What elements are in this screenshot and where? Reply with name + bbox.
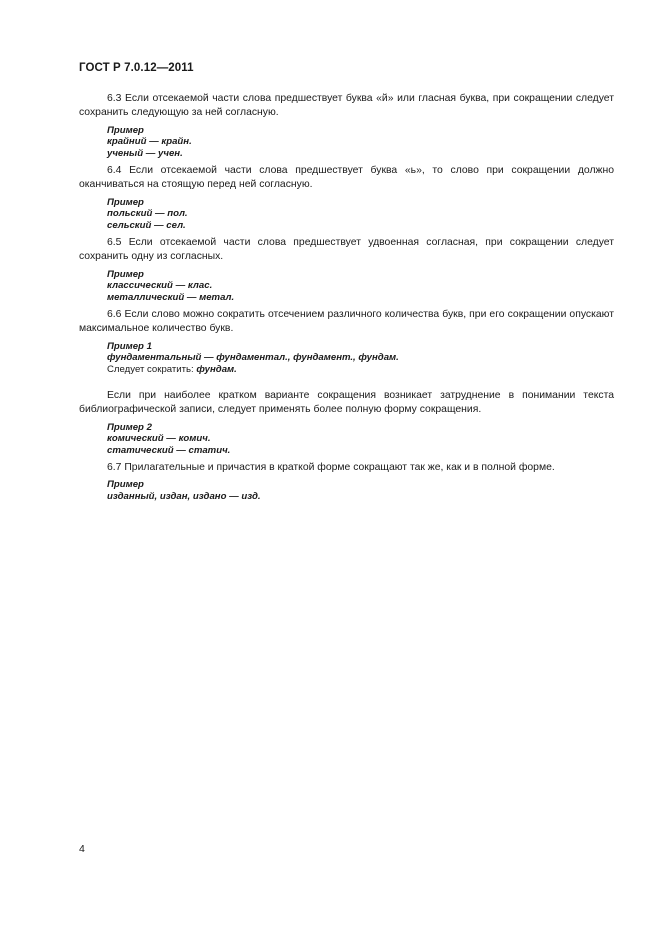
document-header: ГОСТ Р 7.0.12—2011: [79, 62, 194, 74]
example-block: [107, 341, 614, 376]
paragraph-6-4: 6.4 Если отсекаемой части слова предшествует буква «ь», то слово при сокращении должно оканчиваться на стоящую перед ней согласную.: [79, 164, 614, 191]
document-body: [79, 92, 614, 507]
example-line: ученый — учен.: [107, 148, 183, 160]
example-title: Пример: [107, 268, 144, 280]
example-block: [107, 269, 614, 304]
paragraph-6-7: 6.7 Прилагательные и причастия в краткой форме сокращают так же, как и в полной форме.: [107, 461, 555, 473]
example-line: изданный, издан, издано — изд.: [107, 491, 261, 503]
paragraph-6-6: 6.6 Если слово можно сократить отсечением различного количества букв, при его сокращении опускают максимальное количество букв.: [79, 308, 614, 335]
example-block: [107, 479, 614, 503]
example-block: [107, 197, 614, 232]
example-title: Пример 2: [107, 421, 152, 433]
example-line: металлический — метал.: [107, 292, 235, 304]
example-line: крайний — крайн.: [107, 136, 192, 148]
example-line: фундаментальный — фундаментал., фундамент., фундам.: [107, 352, 399, 364]
example-line: комический — комич.: [107, 433, 211, 445]
example-title: Пример 1: [107, 340, 152, 352]
example-note: [107, 364, 614, 376]
paragraph-6-3: 6.3 Если отсекаемой части слова предшествует буква «й» или гласная буква, при сокращении следует сохранить следующую за ней согласную.: [79, 93, 614, 119]
example-title: Пример: [107, 124, 144, 136]
example-line: сельский — сел.: [107, 220, 186, 232]
example-line: классический — клас.: [107, 280, 213, 292]
example-line: польский — пол.: [107, 208, 188, 220]
paragraph-6-5: 6.5 Если отсекаемой части слова предшествует удвоенная согласная, при сокращении следует сохранить одну из согласных.: [79, 236, 614, 263]
page-number: 4: [79, 843, 85, 855]
spacer: [79, 380, 614, 389]
example-block: [107, 125, 614, 160]
example-note-prefix: Следует сократить:: [107, 364, 197, 376]
example-title: Пример: [107, 479, 144, 491]
example-block: [107, 422, 614, 457]
example-note-value: фундам.: [196, 364, 237, 376]
paragraph-6-6-continued: Если при наиболее кратком варианте сокращения возникает затруднение в понимании текста библиографической записи, следует применять более полную форму сокращения.: [79, 389, 614, 416]
example-line: статический — статич.: [107, 445, 231, 457]
example-title: Пример: [107, 196, 144, 208]
